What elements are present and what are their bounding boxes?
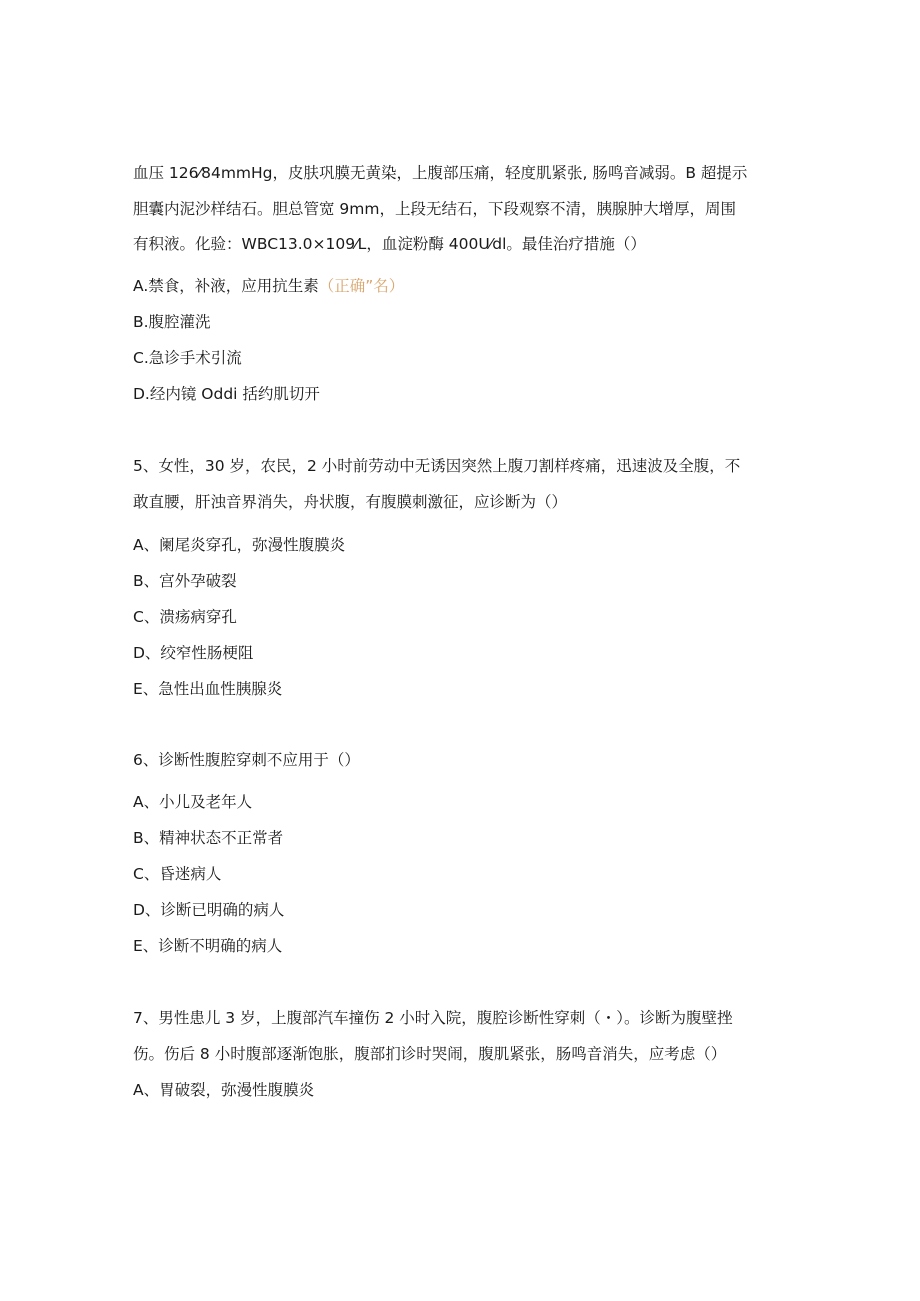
q5-stem-line-1: 5、女性，30 岁，农民，2 小时前劳动中无诱因突然上腹刀割样疼痛，迅速波及全腹，不 (133, 457, 741, 475)
q6-option-c: C、昏迷病人 (133, 865, 222, 883)
q6-option-b: B、精神状态不正常者 (133, 829, 284, 847)
q6-option-e: E、诊断不明确的病人 (133, 937, 283, 955)
q7-option-a: A、胃破裂，弥漫性腹膜炎 (133, 1081, 315, 1099)
q5-option-e: E、急性出血性胰腺炎 (133, 680, 283, 698)
q6-option-d: D、诊断已明确的病人 (133, 901, 285, 919)
q4-stem-line-2: 胆囊内泥沙样结石。胆总管宽 9mm，上段无结石，下段观察不清，胰腺肿大增厚，周围 (133, 200, 736, 218)
q7-stem-line-1: 7、男性患儿 3 岁，上腹部汽车撞伤 2 小时入院，腹腔诊断性穿刺（・）。诊断为腹壁挫 (133, 1009, 733, 1027)
q4-stem-line-3: 有积液。化验：WBC13.0×109⁄L，血淀粉酶 400U⁄dl。最佳治疗措施（） (133, 235, 646, 253)
q4-stem-line-1: 血压 126⁄84mmHg，皮肤巩膜无黄染，上腹部压痛，轻度肌紧张, 肠鸣音减弱。B 超提示 (133, 164, 748, 182)
q5-option-b: B、宫外孕破裂 (133, 572, 237, 590)
q6-option-a: A、小儿及老年人 (133, 793, 253, 811)
q5-option-a: A、阑尾炎穿孔，弥漫性腹膜炎 (133, 536, 346, 554)
q4-option-a-note: （正确”名） (318, 277, 405, 295)
q4-option-a (133, 276, 404, 296)
q4-option-b: B.腹腔灌洗 (133, 313, 211, 331)
q4-option-c: C.急诊手术引流 (133, 349, 242, 367)
q7-stem-line-2: 伤。伤后 8 小时腹部逐渐饱胀，腹部扪诊时哭闹，腹肌紧张，肠鸣音消失，应考虑（） (133, 1045, 727, 1063)
q5-stem-line-2: 敢直腰，肝浊音界消失，舟状腹，有腹膜刺激征，应诊断为（） (133, 493, 568, 511)
q5-option-d: D、绞窄性肠梗阻 (133, 644, 254, 662)
q4-option-a-text: A.禁食，补液，应用抗生素 (133, 277, 319, 295)
q6-stem-line-1: 6、诊断性腹腔穿刺不应用于（） (133, 751, 360, 769)
q5-option-c: C、溃疡病穿孔 (133, 608, 237, 626)
q4-option-d: D.经内镜 Oddi 括约肌切开 (133, 385, 320, 403)
